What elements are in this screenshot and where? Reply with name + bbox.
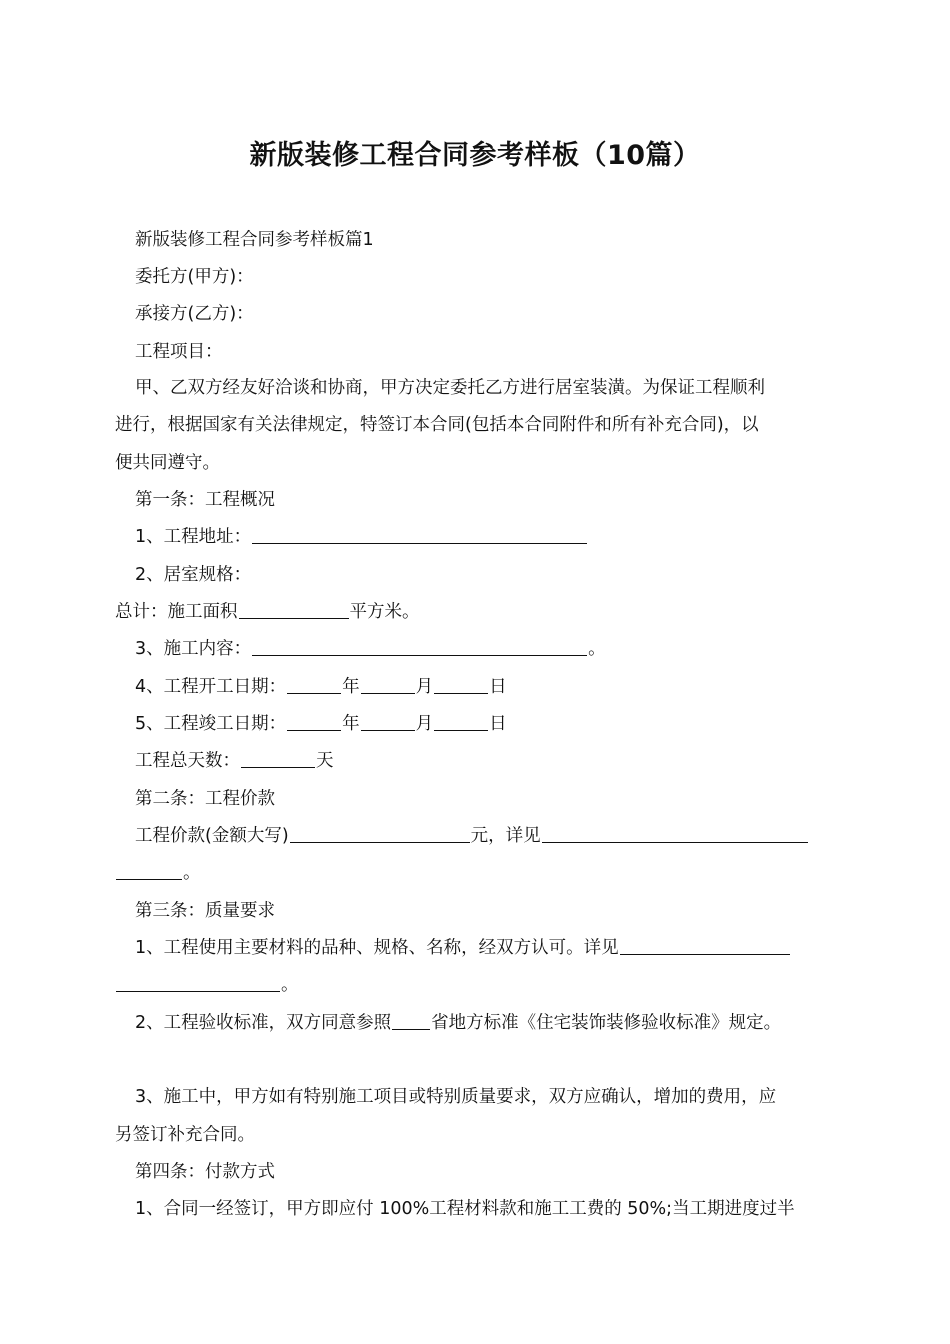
price-period: 。	[183, 863, 201, 883]
month-label: 月	[415, 677, 434, 697]
intro-line-2: 进行，根据国家有关法律规定，特签订本合同(包括本合同附件和所有补充合同)，以	[115, 415, 759, 435]
article-3-heading: 第三条：质量要求	[135, 901, 275, 921]
start-day-blank[interactable]	[434, 675, 488, 694]
section-heading: 新版装修工程合同参考样板篇1	[135, 230, 374, 250]
price-label: 工程价款(金额大写)	[135, 826, 289, 846]
special-req-line-1: 3、施工中，甲方如有特别施工项目或特别质量要求，双方应确认，增加的费用，应	[135, 1087, 777, 1107]
price-line	[135, 824, 840, 848]
day-label: 日	[489, 714, 507, 734]
content-period: 。	[588, 639, 606, 659]
total-days-blank[interactable]	[241, 749, 315, 768]
price-unit: 元，详见	[470, 826, 541, 846]
province-blank[interactable]	[392, 1011, 430, 1030]
days-unit: 天	[316, 751, 334, 771]
total-area-label: 总计：施工面积	[115, 602, 238, 622]
day-label: 日	[489, 677, 507, 697]
materials-blank[interactable]	[620, 936, 790, 955]
start-year-blank[interactable]	[287, 675, 341, 694]
month-label: 月	[415, 714, 434, 734]
end-month-blank[interactable]	[361, 712, 415, 731]
area-blank[interactable]	[239, 600, 349, 619]
special-req-line-2: 另签订补充合同。	[115, 1125, 255, 1145]
party-b-line: 承接方(乙方)：	[135, 304, 254, 324]
materials-label: 1、工程使用主要材料的品种、规格、名称，经双方认可。详见	[135, 938, 619, 958]
materials-line	[135, 936, 840, 960]
room-spec-line: 2、居室规格：	[135, 565, 252, 585]
year-label: 年	[342, 714, 360, 734]
total-days-label: 工程总天数：	[135, 751, 240, 771]
start-month-blank[interactable]	[361, 675, 415, 694]
intro-line-1: 甲、乙双方经友好洽谈和协商，甲方决定委托乙方进行居室装潢。为保证工程顺利	[135, 378, 765, 398]
price-amount-blank[interactable]	[290, 824, 470, 843]
article-1-heading: 第一条：工程概况	[135, 490, 275, 510]
start-date-line	[135, 675, 840, 699]
end-day-blank[interactable]	[434, 712, 488, 731]
end-date-label: 5、工程竣工日期：	[135, 714, 287, 734]
content-label: 3、施工内容：	[135, 639, 252, 659]
end-date-line	[135, 712, 840, 736]
end-year-blank[interactable]	[287, 712, 341, 731]
article-2-heading: 第二条：工程价款	[135, 789, 275, 809]
price-detail-blank-cont[interactable]	[116, 861, 182, 880]
year-label: 年	[342, 677, 360, 697]
materials-period: 。	[281, 975, 299, 995]
materials-line-cont	[115, 973, 840, 997]
intro-line-3: 便共同遵守。	[115, 453, 220, 473]
address-label: 1、工程地址：	[135, 527, 252, 547]
start-date-label: 4、工程开工日期：	[135, 677, 287, 697]
total-area-line	[115, 600, 840, 624]
address-line	[135, 525, 840, 549]
party-a-line: 委托方(甲方)：	[135, 267, 254, 287]
content-blank[interactable]	[252, 637, 587, 656]
price-line-cont	[115, 861, 840, 885]
materials-blank-cont[interactable]	[116, 973, 280, 992]
acceptance-standard: 省地方标准《住宅装饰装修验收标准》规定。	[431, 1013, 782, 1033]
acceptance-label: 2、工程验收标准，双方同意参照	[135, 1013, 392, 1033]
content-line	[135, 637, 840, 661]
project-line: 工程项目：	[135, 342, 223, 362]
total-days-line	[135, 749, 840, 773]
price-detail-blank[interactable]	[542, 824, 808, 843]
article-4-heading: 第四条：付款方式	[135, 1162, 275, 1182]
payment-line-1: 1、合同一经签订，甲方即应付 100%工程材料款和施工工费的 50%;当工期进度过半	[135, 1199, 795, 1219]
area-unit: 平方米。	[349, 602, 420, 622]
address-blank[interactable]	[252, 525, 587, 544]
acceptance-line	[135, 1011, 840, 1035]
document-title: 新版装修工程合同参考样板（10篇）	[249, 140, 701, 171]
